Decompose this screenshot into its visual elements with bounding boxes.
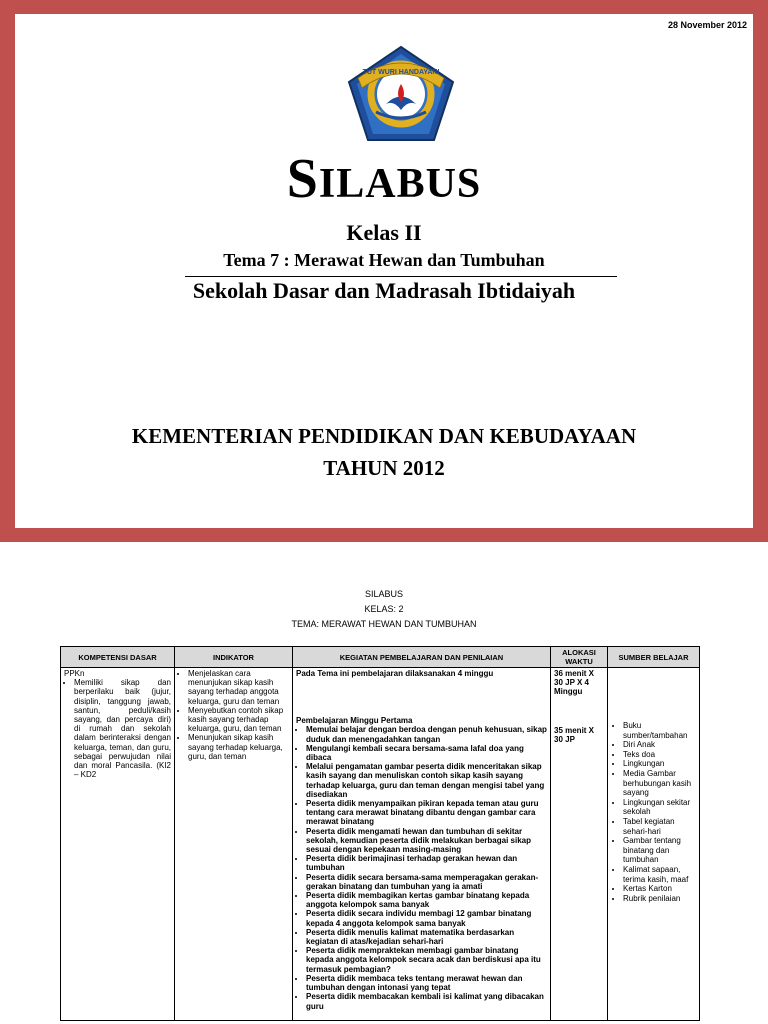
kegiatan-item: • Peserta didik berimajinasi terhadap gerakan hewan dan tumbuhan [306,854,547,872]
alokasi-cell [551,668,608,1021]
cover-inner [15,14,753,528]
syllabus-tema: TEMA: MERAWAT HEWAN DAN TUMBUHAN [291,619,477,629]
alokasi-total: 36 menit X 30 JP X 4 Minggu [554,669,595,697]
kompetensi-item: • Memiliki sikap dan berperilaku baik (jujur, disiplin, tanggung jawab, santun, peduli/kasih sayang, dan percaya diri) di rumah dan sekolah dalam berinteraksi dengan keluarga, teman, dan guru, sebagai perwujudan nilai dan moral Pancasila. (KI2 – KD2 [74,678,171,779]
col-kompetensi-dasar: KOMPETENSI DASAR [61,647,175,668]
kegiatan-item: • Peserta didik membagikan kertas gambar binatang kepada anggota kelompok sama banyak [306,891,547,909]
sumber-item: • Lingkungan [623,759,696,769]
kegiatan-item: • Peserta didik membaca teks tentang merawat hewan dan tumbuhan dengan intonasi yang tepat [306,974,547,992]
cover-date: 28 November 2012 [667,20,747,30]
kegiatan-item: • Peserta didik menulis kalimat matematika berdasarkan kegiatan di atas/kejadian sehari-hari [306,928,547,946]
syllabus-heading: SILABUS [364,589,404,599]
indikator-item: • Menyebutkan contoh sikap kasih sayang terhadap keluarga, guru, dan teman [188,706,289,734]
logo-text: TUT WURI HANDAYANI [362,69,440,76]
indikator-item: • Menunjukan sikap kasih sayang terhadap keluarga, guru, dan teman [188,733,289,761]
cover-tema: Tema 7 : Merawat Hewan dan Tumbuhan [223,250,545,270]
kegiatan-item: • Memulai belajar dengan berdoa dengan penuh kehusuan, sikap duduk dan menengadahkan tangan [306,725,547,743]
sumber-item: • Buku sumber/tambahan [623,721,696,740]
cover-kementerian: KEMENTERIAN PENDIDIKAN DAN KEBUDAYAAN [131,424,637,448]
cover-tahun: TAHUN 2012 [323,456,445,480]
kompetensi-cell [61,668,175,1021]
kegiatan-item: • Peserta didik membacakan kembali isi kalimat yang dibacakan guru [306,992,547,1010]
cover-sekolah: Sekolah Dasar dan Madrasah Ibtidaiyah [192,278,576,303]
kegiatan-intro: Pada Tema ini pembelajaran dilaksanakan 4 minggu [296,669,494,678]
sumber-item: • Gambar tentang binatang dan tumbuhan [623,836,696,865]
sumber-item: • Diri Anak [623,740,696,750]
table-row [61,668,700,1021]
sumber-item: • Kertas Karton [623,884,696,894]
kompetensi-subject: PPKn [64,669,85,678]
kegiatan-item: • Peserta didik mempraktekan membagi gambar binatang kepada anggota kelompok secara acak dan berdiskusi apa itu termasuk pembagian? [306,946,547,974]
kegiatan-week: Pembelajaran Minggu Pertama [296,716,413,726]
kegiatan-item: • Melalui pengamatan gambar peserta didik menceritakan sikap kasih sayang dan menuliskan contoh sikap kasih sayang terhadap keluarga, guru dan teman dengan mengisi tabel yang disediakan [306,762,547,799]
kegiatan-item: • Peserta didik mengamati hewan dan tumbuhan di sekitar sekolah, kemudian peserta didik melakukan berbagai sikap sesuai dengan kepekaan masing-masing [306,827,547,855]
kegiatan-item: • Peserta didik secara bersama-sama memperagakan gerakan-gerakan binatang dan tumbuhan yang ia amati [306,873,547,891]
cover-kelas: Kelas II [346,220,422,245]
sumber-item: • Teks doa [623,750,696,760]
syllabus-kelas: KELAS: 2 [364,604,404,614]
sumber-cell [608,668,700,1021]
kegiatan-cell [293,668,551,1021]
col-sumber-belajar: SUMBER BELAJAR [608,647,700,668]
sumber-item: • Rubrik penilaian [623,894,696,904]
col-indikator: INDIKATOR [175,647,293,668]
indikator-item: • Menjelaskan cara menunjukan sikap kasih sayang terhadap anggota keluarga, guru dan teman [188,669,289,706]
kegiatan-item: • Mengulangi kembali secara bersama-sama lafal doa yang dibaca [306,744,547,762]
sumber-item: • Kalimat sapaan, terima kasih, maaf [623,865,696,884]
cover-title: SILABUS [286,148,482,210]
col-kegiatan: KEGIATAN PEMBELAJARAN DAN PENILAIAN [293,647,551,668]
sumber-item: • Media Gambar berhubungan kasih sayang [623,769,696,798]
syllabus-table [60,646,700,1021]
sumber-item: • Lingkungan sekitar sekolah [623,798,696,817]
kegiatan-item: • Peserta didik secara individu membagi 12 gambar binatang kepada 4 anggota kelompok sama banyak [306,909,547,927]
cover-divider [185,276,617,277]
tut-wuri-handayani-logo [346,44,456,144]
kegiatan-item: • Peserta didik menyampaikan pikiran kepada teman atau guru tentang cara merawat binatang dibantu dengan gambar cara merawat binatang [306,799,547,827]
sumber-item: • Tabel kegiatan sehari-hari [623,817,696,836]
indikator-cell [175,668,293,1021]
alokasi-week: 35 menit X 30 JP [554,725,595,744]
col-alokasi-waktu: ALOKASI WAKTU [551,647,608,668]
table-header-row [61,647,700,668]
